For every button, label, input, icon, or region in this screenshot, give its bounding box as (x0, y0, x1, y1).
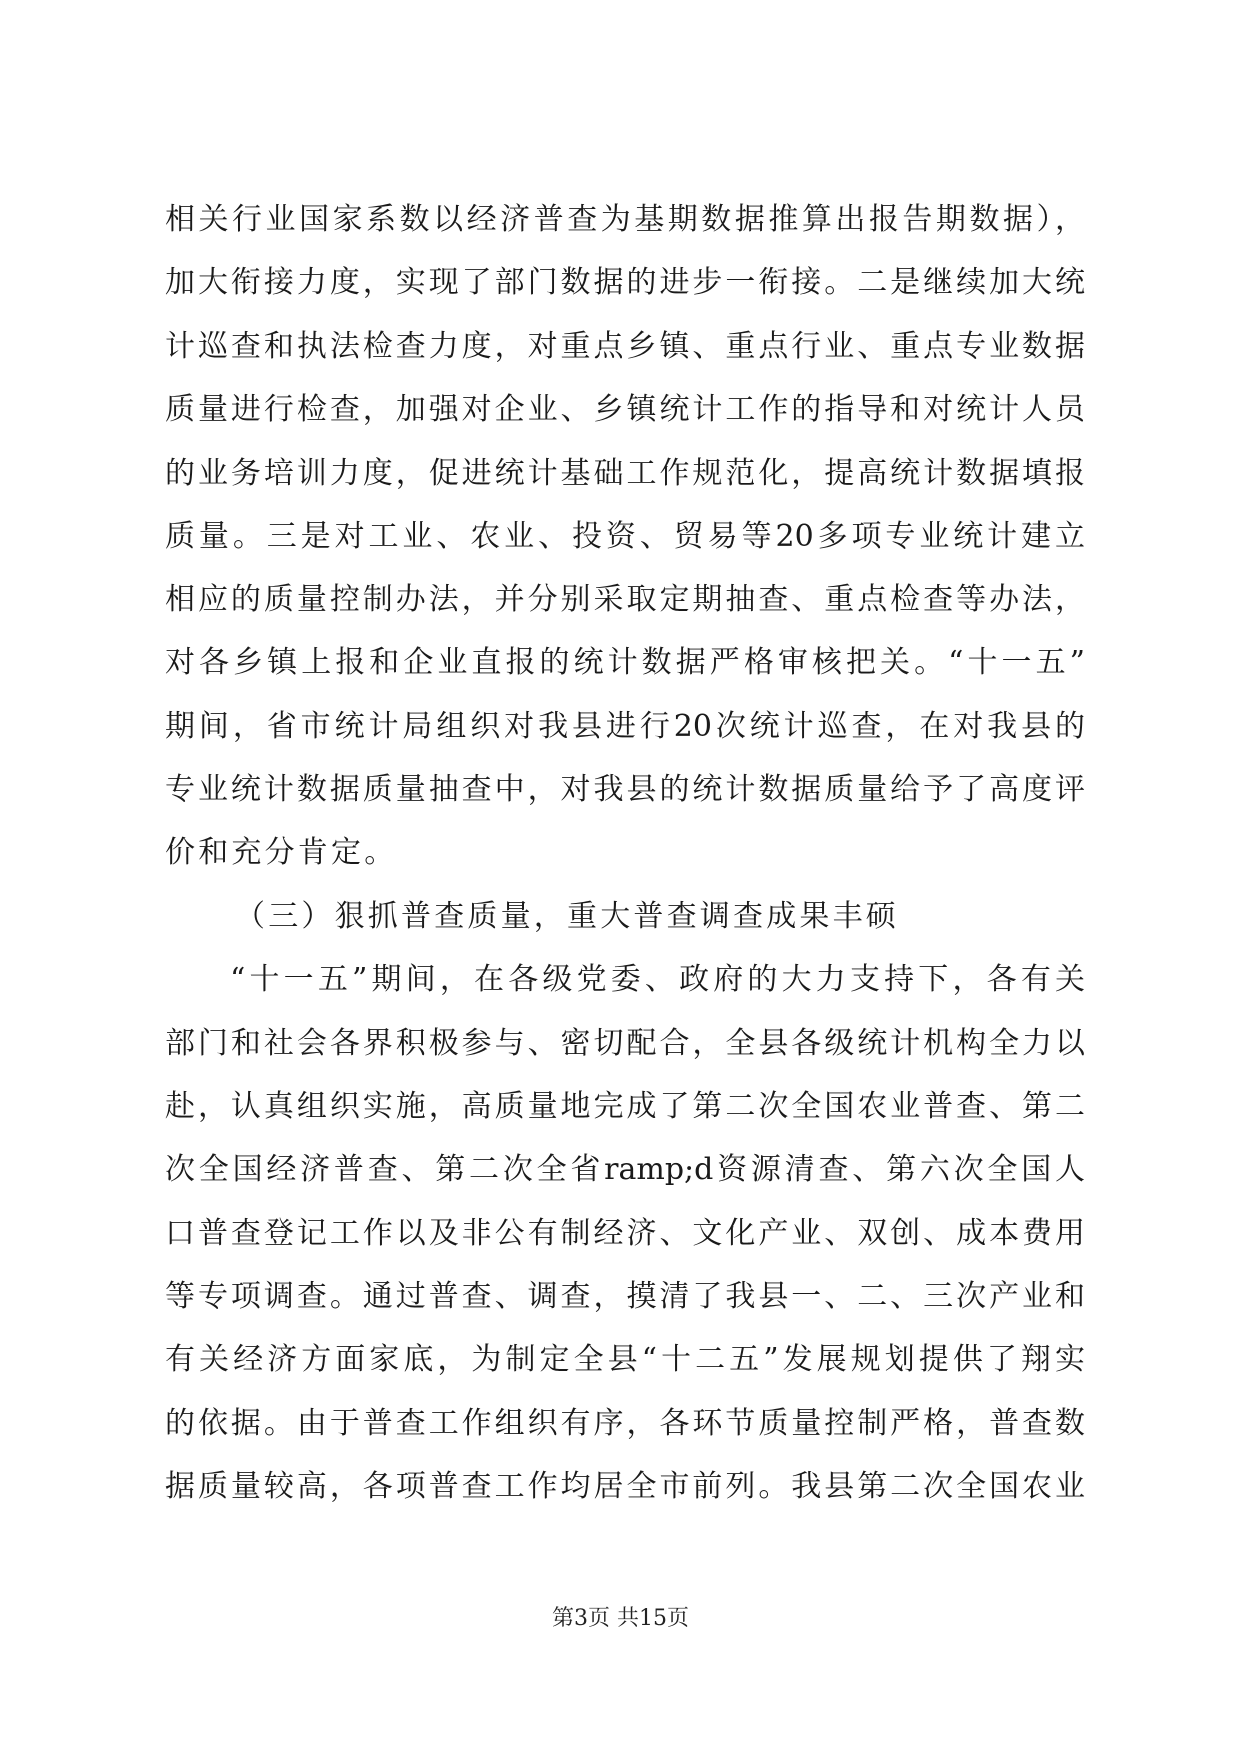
text-line: 质量。三是对工业、农业、投资、贸易等20多项专业统计建立 (165, 519, 1085, 554)
text-line: 质量进行检查，加强对企业、乡镇统计工作的指导和对统计人员 (165, 392, 1085, 427)
text-line: 的业务培训力度，促进统计基础工作规范化，提高统计数据填报 (165, 456, 1085, 491)
text-line: 计巡查和执法检查力度，对重点乡镇、重点行业、重点专业数据 (165, 329, 1085, 364)
text-line: 据质量较高，各项普查工作均居全市前列。我县第二次全国农业 (165, 1469, 1085, 1504)
text-line: 专业统计数据质量抽查中，对我县的统计数据质量给予了高度评 (165, 772, 1085, 807)
text-line: 次全国经济普查、第二次全省ramp;d资源清查、第六次全国人 (165, 1152, 1085, 1187)
text-line: 部门和社会各界积极参与、密切配合，全县各级统计机构全力以 (165, 1026, 1085, 1061)
text-line: 的依据。由于普查工作组织有序，各环节质量控制严格，普查数 (165, 1406, 1085, 1441)
text-line: 对各乡镇上报和企业直报的统计数据严格审核把关。“十一五” (165, 645, 1085, 680)
page-footer: 第3页 共15页 (552, 1606, 689, 1631)
text-line: 赴，认真组织实施，高质量地完成了第二次全国农业普查、第二 (165, 1089, 1085, 1124)
text-line: 有关经济方面家底，为制定全县“十二五”发展规划提供了翔实 (165, 1342, 1085, 1377)
section-heading: （三）狠抓普查质量，重大普查调查成果丰硕 (235, 899, 899, 934)
text-line: 口普查登记工作以及非公有制经济、文化产业、双创、成本费用 (165, 1216, 1085, 1251)
text-line: 相应的质量控制办法，并分别采取定期抽查、重点检查等办法， (165, 582, 1085, 617)
text-line: 价和充分肯定。 (165, 835, 398, 870)
text-line: 加大衔接力度，实现了部门数据的进步一衔接。二是继续加大统 (165, 265, 1085, 300)
paragraph-first-line: “十一五”期间，在各级党委、政府的大力支持下，各有关 (230, 962, 1085, 997)
text-line: 期间，省市统计局组织对我县进行20次统计巡查，在对我县的 (165, 709, 1085, 744)
text-line: 相关行业国家系数以经济普查为基期数据推算出报告期数据）， (165, 202, 1085, 237)
text-line: 等专项调查。通过普查、调查，摸清了我县一、二、三次产业和 (165, 1279, 1085, 1314)
